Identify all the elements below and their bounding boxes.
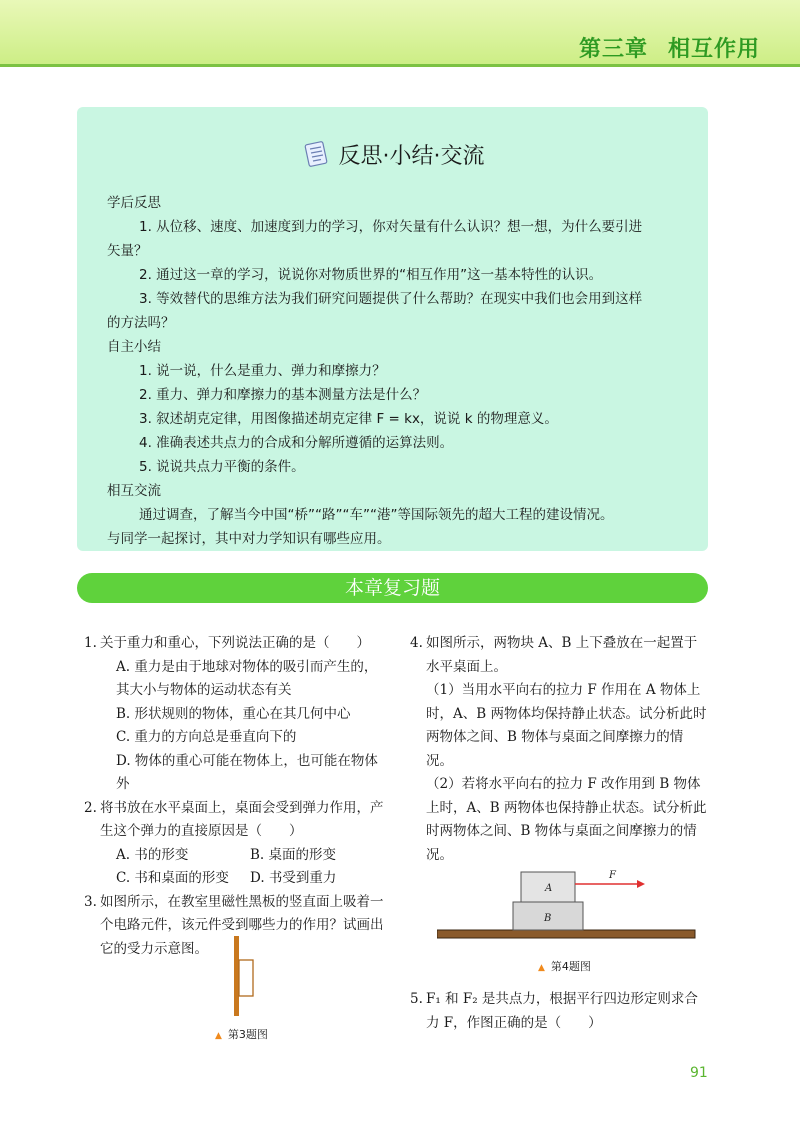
figure-3-blackboard (228, 936, 268, 1016)
table-surface (437, 930, 695, 938)
caption-text: 第4题图 (550, 960, 591, 973)
question-stem: 将书放在水平桌面上，桌面会受到弹力作用，产生这个弹力的直接原因是（ ） (100, 799, 384, 839)
question-5 (410, 988, 710, 1035)
triangle-icon: ▲ (538, 963, 545, 973)
notepad-icon (301, 139, 331, 175)
option-c: C. 重力的方向总是垂直向下的 (116, 729, 297, 745)
summary-item: 2. 重力、弹力和摩擦力的基本测量方法是什么？ (139, 387, 427, 403)
figure-4-caption (538, 958, 591, 974)
question-1 (84, 632, 384, 797)
question-number: 3. (84, 893, 97, 910)
question-stem: 如图所示，两物块 A、B 上下叠放在一起置于水平桌面上。 (426, 635, 698, 675)
page-number: 91 (690, 1065, 708, 1081)
reflection-body (107, 191, 687, 551)
question-stem: F₁ 和 F₂ 是共点力，根据平行四边形定则求合力 F，作图正确的是（ ） (426, 991, 698, 1031)
option-row (100, 844, 384, 868)
option-d: D. 书受到重力 (250, 870, 337, 886)
summary-item: 4. 准确表述共点力的合成和分解所遵循的运算法则。 (139, 435, 454, 451)
review-banner: 本章复习题 (77, 573, 708, 603)
option-a: A. 书的形变 (116, 846, 189, 863)
reflect-item: 2. 通过这一章的学习，说说你对物质世界的“相互作用”这一基本特性的认识。 (139, 267, 603, 283)
summary-item: 3. 叙述胡克定律，用图像描述胡克定律 F = kx，说说 k 的物理意义。 (139, 411, 558, 427)
option-b: B. 桌面的形变 (250, 846, 337, 863)
reflection-title (77, 139, 708, 175)
figure-4-blocks (437, 866, 697, 942)
section-heading: 相互交流 (107, 483, 161, 499)
label-f: F (609, 870, 616, 881)
section-heading: 学后反思 (107, 195, 161, 211)
circuit-element (239, 960, 253, 996)
blackboard-edge (234, 936, 239, 1016)
reflection-box (77, 107, 708, 551)
question-2 (84, 797, 384, 891)
triangle-icon: ▲ (215, 1031, 222, 1041)
option-c: C. 书和桌面的形变 (116, 870, 229, 886)
option-row (100, 867, 384, 891)
question-part-2: （2）若将水平向右的拉力 F 改作用到 B 物体上时，A、B 两物体也保持静止状态。试分析此时两物体之间、B 物体与桌面之间摩擦力的情况。 (426, 776, 707, 863)
exchange-item-cont: 与同学一起探讨，其中对力学知识有哪些应用。 (107, 531, 391, 547)
force-arrow-head (637, 880, 645, 888)
question-number: 2. (84, 799, 97, 816)
option-b: B. 形状规则的物体，重心在其几何中心 (116, 705, 351, 722)
reflect-item: 3. 等效替代的思维方法为我们研究问题提供了什么帮助？在现实中我们也会用到这样 (139, 291, 643, 307)
summary-item: 5. 说说共点力平衡的条件。 (139, 459, 305, 475)
question-stem: 关于重力和重心，下列说法正确的是（ ） (100, 635, 370, 651)
chapter-title (559, 32, 760, 63)
question-5-block (410, 988, 710, 1035)
reflect-item: 1. 从位移、速度、加速度到力的学习，你对矢量有什么认识？想一想，为什么要引进 (139, 219, 643, 235)
reflect-item-cont: 矢量？ (107, 243, 148, 259)
reflection-title-text: 反思·小结·交流 (338, 144, 485, 169)
left-column (84, 632, 384, 961)
label-a: A (545, 883, 553, 894)
question-number: 1. (84, 635, 97, 651)
question-number: 4. (410, 635, 423, 651)
figure-3-caption (215, 1026, 268, 1042)
exchange-item: 通过调查，了解当今中国“桥”“路”“车”“港”等国际领先的超大工程的建设情况。 (139, 507, 614, 523)
question-stem: 如图所示，在教室里磁性黑板的竖直面上吸着一个电路元件，该元件受到哪些力的作用？试画出它的受力示意图。 (100, 893, 384, 957)
option-d: D. 物体的重心可能在物体上，也可能在物体外 (116, 752, 378, 792)
question-number: 5. (410, 991, 423, 1007)
option-a: A. 重力是由于地球对物体的吸引而产生的， (116, 658, 378, 675)
chapter-name: 相互作用 (667, 37, 760, 62)
right-column (410, 632, 710, 867)
question-part-1: （1）当用水平向右的拉力 F 作用在 A 物体上时，A、B 两物体均保持静止状态。试分析此时两物体之间、B 物体与桌面之间摩擦力的情况。 (426, 682, 707, 769)
option-a-cont: 其大小与物体的运动状态有关 (116, 682, 292, 698)
question-4 (410, 632, 710, 867)
caption-text: 第3题图 (227, 1028, 268, 1041)
reflect-item-cont: 的方法吗？ (107, 315, 175, 331)
chapter-number: 第三章 (578, 37, 648, 62)
section-heading: 自主小结 (107, 339, 161, 355)
header-divider (0, 64, 800, 67)
label-b: B (544, 913, 552, 924)
summary-item: 1. 说一说，什么是重力、弹力和摩擦力？ (139, 363, 386, 379)
